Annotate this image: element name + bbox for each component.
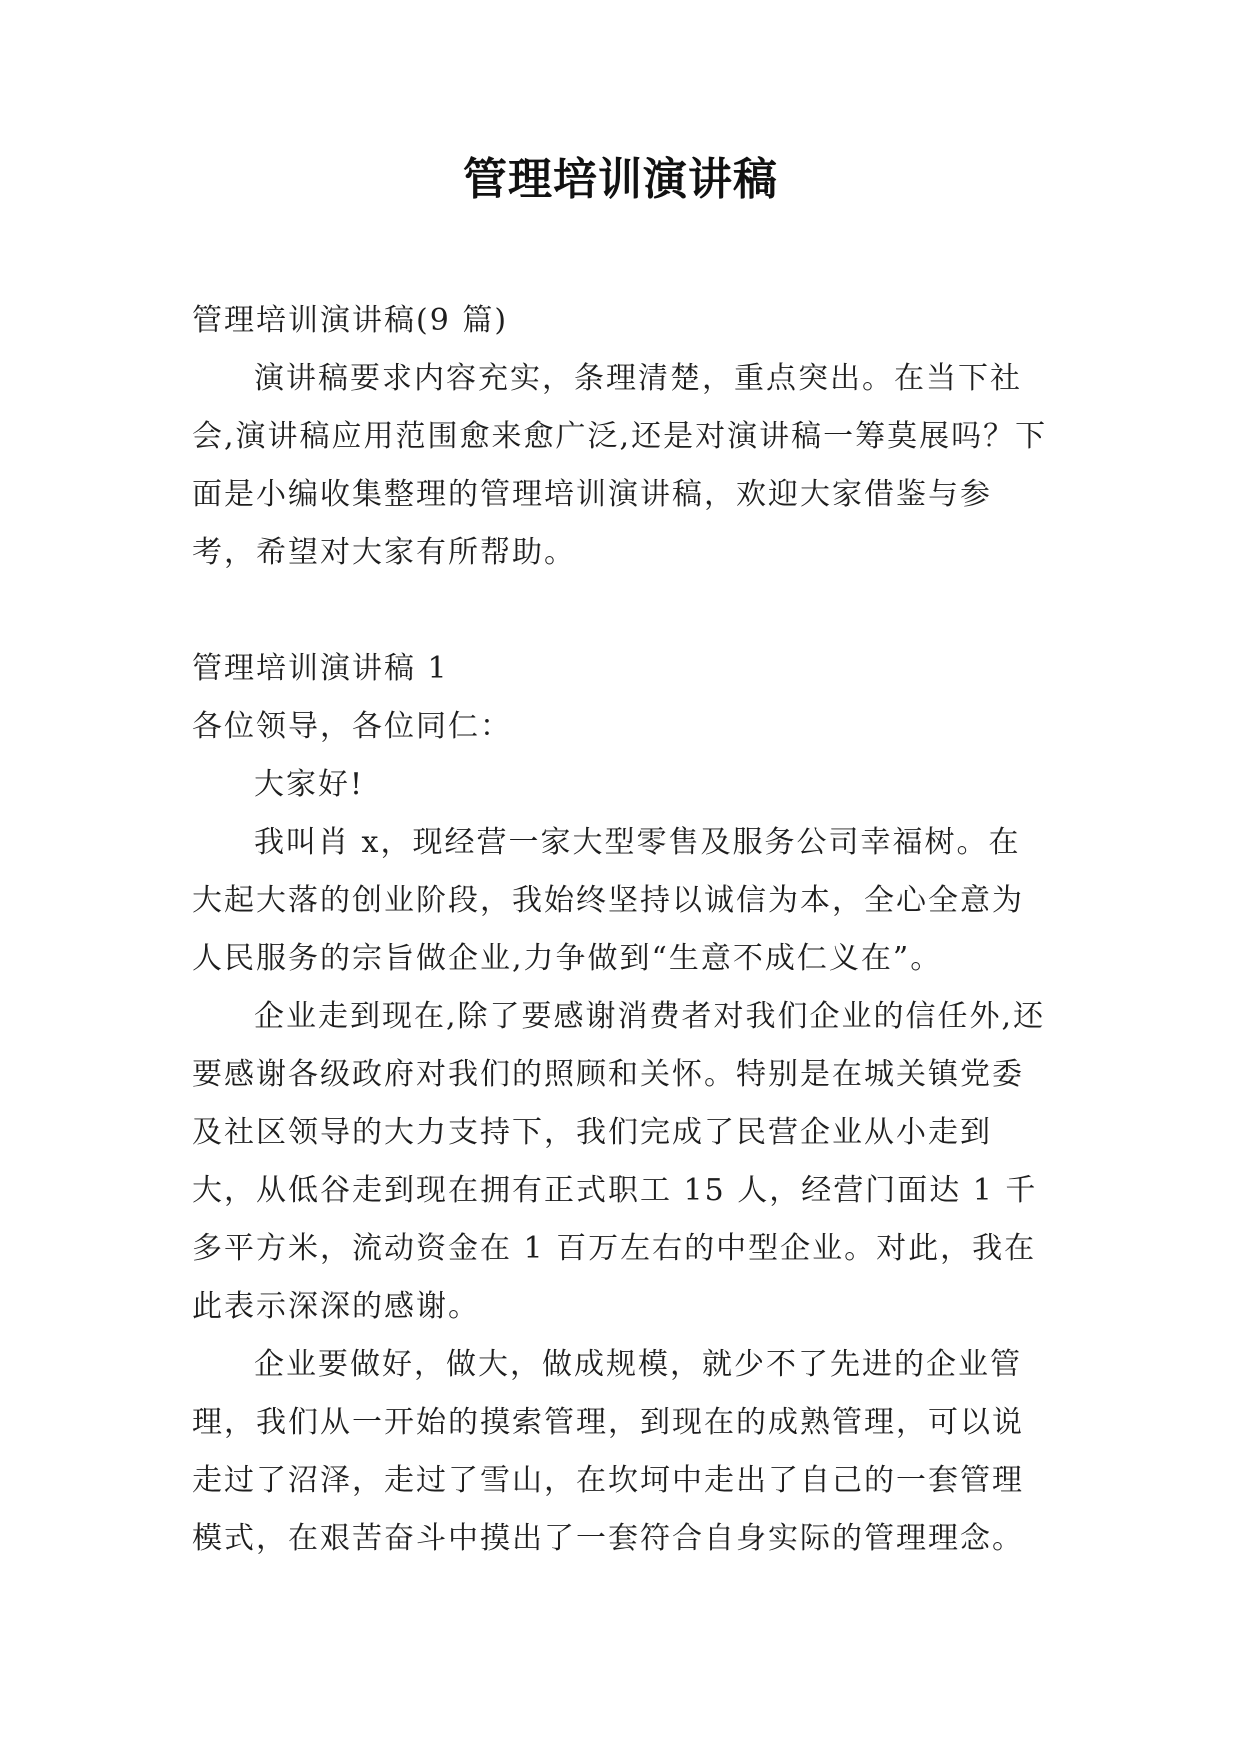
salutation: 各位领导，各位同仁： — [192, 709, 512, 744]
intro-paragraph: 演讲稿要求内容充实，条理清楚，重点突出。在当下社会,演讲稿应用范围愈来愈广泛,还是对演讲稿一筹莫展吗？下面是小编收集整理的管理培训演讲稿，欢迎大家借鉴与参考，希望对大家有所帮助。 — [192, 361, 1048, 570]
greeting: 大家好! — [254, 767, 365, 802]
body-paragraph-3: 企业要做好，做大，做成规模，就少不了先进的企业管理，我们从一开始的摸索管理，到现在的成熟管理，可以说走过了沼泽，走过了雪山，在坎坷中走出了自己的一套管理模式，在艰苦奋斗中摸出了一套符合自身实际的管理理念。 — [192, 1347, 1024, 1556]
document-body — [192, 292, 1052, 1568]
document-title: 管理培训演讲稿 — [463, 154, 778, 205]
body-paragraph-2: 企业走到现在,除了要感谢消费者对我们企业的信任外,还要感谢各级政府对我们的照顾和关怀。特别是在城关镇党委及社区领导的大力支持下，我们完成了民营企业从小走到大，从低谷走到现在拥有正式职工 15 人，经营门面达 1 千多平方米，流动资金在 1 百万左右的中型企业。对此，我在此表示深深的感谢。 — [192, 999, 1046, 1324]
document-heading: 管理培训演讲稿(9 篇) — [192, 303, 509, 338]
body-paragraph-1: 我叫肖 x，现经营一家大型零售及服务公司幸福树。在大起大落的创业阶段，我始终坚持以诚信为本，全心全意为人民服务的宗旨做企业,力争做到“生意不成仁义在”。 — [192, 825, 1024, 976]
section-title: 管理培训演讲稿 1 — [192, 651, 449, 686]
paragraph-spacer — [192, 582, 1052, 640]
